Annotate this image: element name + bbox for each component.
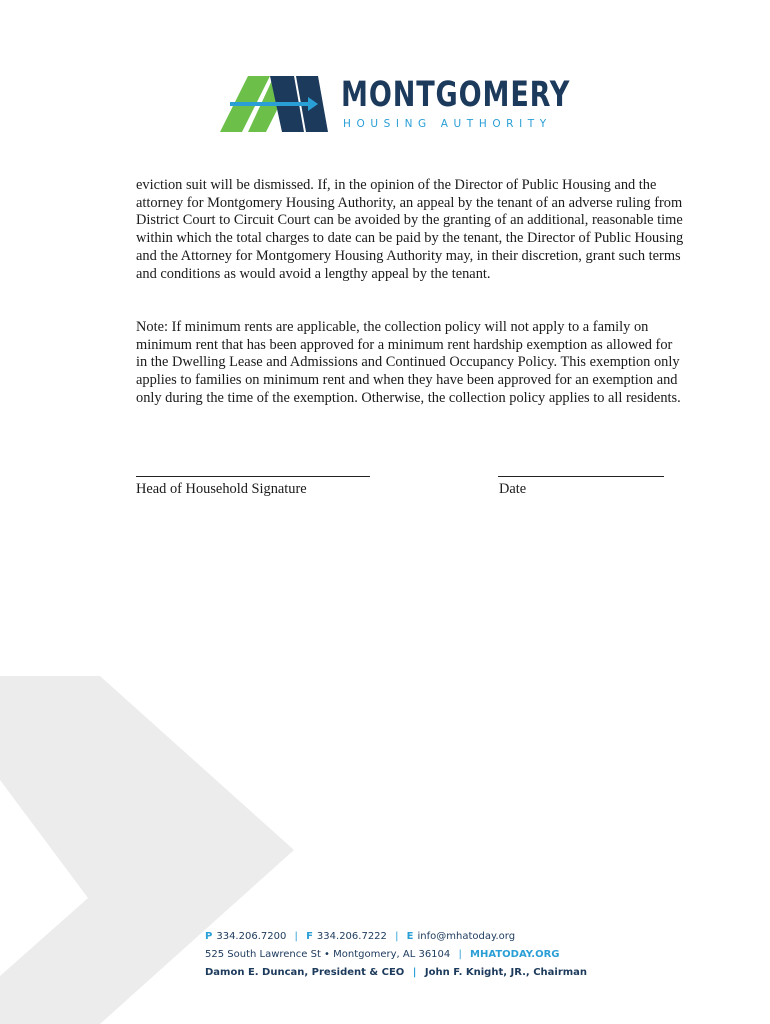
body-paragraph-note: Note: If minimum rents are applicable, the collection policy will not apply to a family on minimum rent that has been approved for a minimum rent hardship exemption as allowed for in the Dwelling Lease and Admissions and Continued Occupancy Policy. This exemption only applies to families on minimum rent and when they have been approved for an exemption and only during the time of the exemption. Otherwise, the collection policy applies to all residents.: [136, 319, 681, 406]
phone-number: 334.206.7200: [216, 931, 287, 942]
footer-officers-line: [205, 966, 588, 980]
separator: |: [294, 931, 298, 942]
footer-contact-line: [205, 930, 565, 944]
logo-mark-icon: [220, 76, 328, 132]
footer-address-line: [205, 948, 565, 962]
phone-label: P: [205, 931, 213, 942]
chairman-name: John F. Knight, JR., Chairman: [424, 967, 588, 978]
separator: |: [395, 931, 399, 942]
separator: |: [458, 949, 462, 960]
president-name: Damon E. Duncan, President & CEO: [205, 967, 405, 978]
logo-subtitle: HOUSING AUTHORITY: [343, 118, 552, 130]
fax-label: F: [306, 931, 313, 942]
signature-label: Head of Household Signature: [136, 481, 307, 497]
logo-wordmark: MONTGOMERY: [341, 75, 571, 115]
street-address: 525 South Lawrence St • Montgomery, AL 36104: [205, 949, 451, 960]
email-label: E: [406, 931, 414, 942]
date-label: Date: [499, 481, 527, 497]
fax-number: 334.206.7222: [316, 931, 387, 942]
website-link[interactable]: MHATODAY.ORG: [470, 949, 560, 960]
body-paragraph-eviction: eviction suit will be dismissed. If, in the opinion of the Director of Public Housing and the attorney for Montgomery Housing Authority, an appeal by the tenant of an adverse ruling from District Court to Circuit Court can be avoided by the granting of an additional, reasonable time within which the total charges to date can be paid by the tenant, the Director of Public Housing and the Attorney for Montgomery Housing Authority may, in their discretion, grant such terms and conditions as would avoid a lengthy appeal by the tenant.: [136, 177, 684, 282]
signature-line[interactable]: [136, 476, 370, 477]
logo: [220, 75, 571, 132]
email-address: info@mhatoday.org: [417, 931, 516, 942]
separator: |: [412, 967, 417, 978]
date-line[interactable]: [498, 476, 664, 477]
